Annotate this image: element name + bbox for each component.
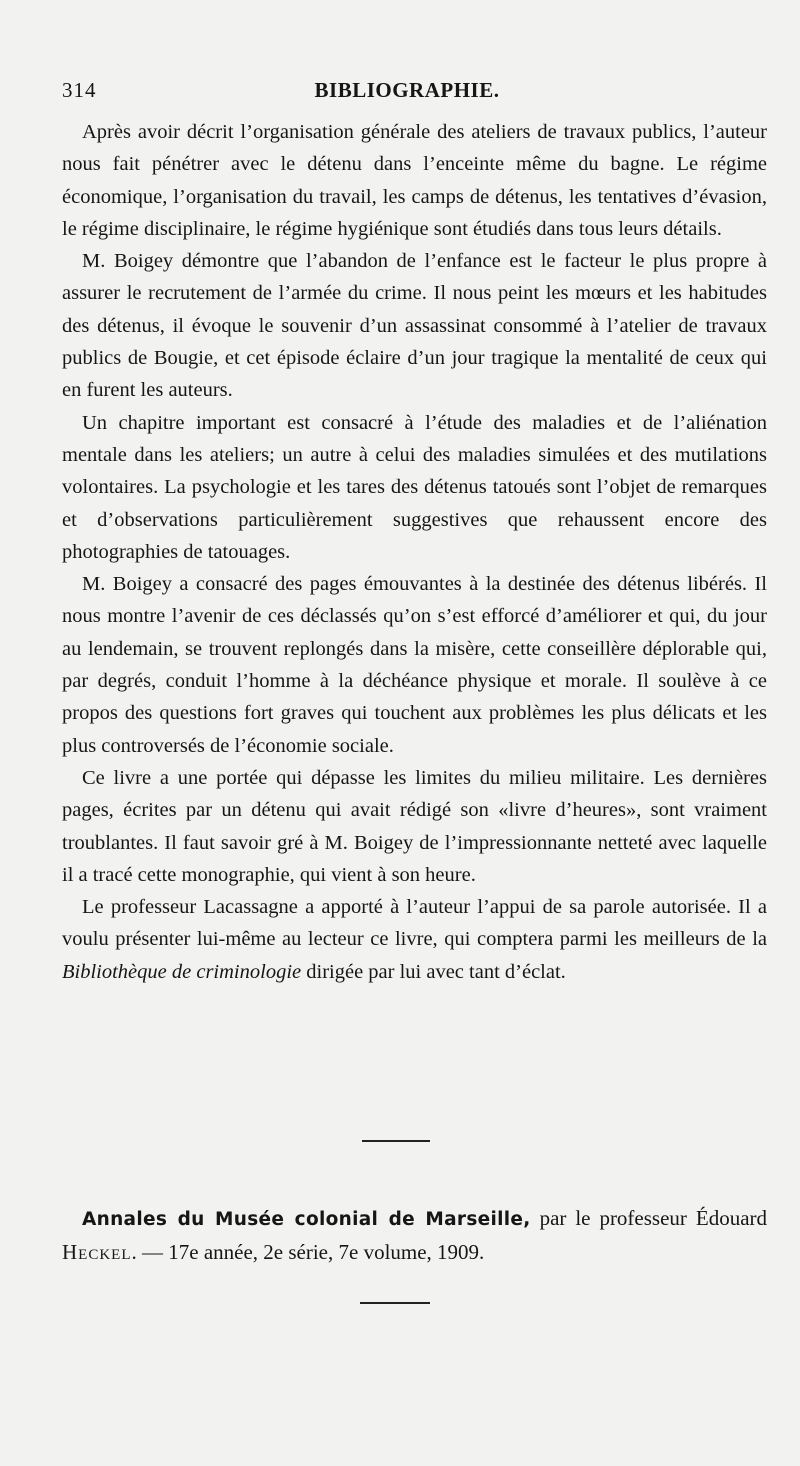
lacassagne-text-end: dirigée par lui avec tant d’éclat.: [301, 960, 566, 983]
bibliography-entry-text: [62, 1202, 767, 1269]
paragraph-lacassagne: [62, 891, 767, 988]
entry-publication-details: . — 17e année, 2e série, 7e volume, 1909.: [131, 1240, 485, 1264]
paragraph-maladies: Un chapitre important est consacré à l’étude des maladies et de l’aliénation mentale dans les ateliers; un autre à celui des maladies simulées et des mutilations volontaires. La psychologie et les tares des détenus tatoués sont l’objet de remarques et d’observations particulièrement suggestives que rehaussent encore des photographies de tatouages.: [62, 411, 767, 563]
paragraph-portee-du-livre: Ce livre a une portée qui dépasse les limites du milieu militaire. Les dernières pages, écrites par un détenu qui avait rédigé son «livre d’heures», sont vraiment troublantes. Il faut savoir gré à M. Boigey de l’impressionnante netteté avec laquelle il a tracé cette monographie, qui vient à son heure.: [62, 766, 767, 886]
entry-author-surname: Heckel: [62, 1240, 132, 1264]
running-head: [62, 78, 752, 108]
page-header-title: BIBLIOGRAPHIE.: [314, 78, 500, 102]
bibliography-entry: [62, 1202, 767, 1269]
paragraph-detenus-liberes: M. Boigey a consacré des pages émouvantes à la destinée des détenus libérés. Il nous montre l’avenir de ces déclassés qu’on s’est efforcé d’améliorer et qui, du jour au lendemain, se trouvent replongés dans la misère, cette conseillère déplorable qui, par degrés, conduit l’homme à la déchéance physique et morale. Il soulève à ce propos des questions fort graves qui touchent aux problèmes les plus délicats et les plus controversés de l’économie sociale.: [62, 573, 767, 757]
paragraph-abandon-enfance: M. Boigey démontre que l’abandon de l’enfance est le facteur le plus propre à assurer le recrutement de l’armée du crime. Il nous peint les mœurs et les habitudes des détenus, il évoque le souvenir d’un assassinat consommé à l’atelier de travaux publics de Bougie, et cet épisode éclaire d’un jour tragique la mentalité de ceux qui en furent les auteurs.: [62, 250, 767, 402]
series-title-italic: Bibliothèque de criminologie: [62, 960, 302, 983]
page-number: 314: [62, 78, 97, 102]
paragraph-atelier-organisation: Après avoir décrit l’organisation générale des ateliers de travaux publics, l’auteur nous fait pénétrer avec le détenu dans l’enceinte même du bagne. Le régime économique, l’organisation du travail, les camps de détenus, les tentatives d’évasion, le régime disciplinaire, le régime hygiénique sont étudiés dans tous leurs détails.: [62, 121, 767, 240]
entry-title: Annales du Musée colonial de Marseille,: [82, 1209, 531, 1230]
entry-author-prefix: par le professeur Édouard: [530, 1206, 768, 1230]
lacassagne-text-start: Le professeur Lacassagne a apporté à l’auteur l’appui de sa parole autorisée. Il a voulu présenter lui-même au lecteur ce livre, qui comptera parmi les meilleurs de la: [62, 896, 767, 951]
end-divider-rule: [360, 1302, 430, 1304]
section-divider-rule: [362, 1140, 430, 1142]
body-text: [62, 116, 767, 988]
